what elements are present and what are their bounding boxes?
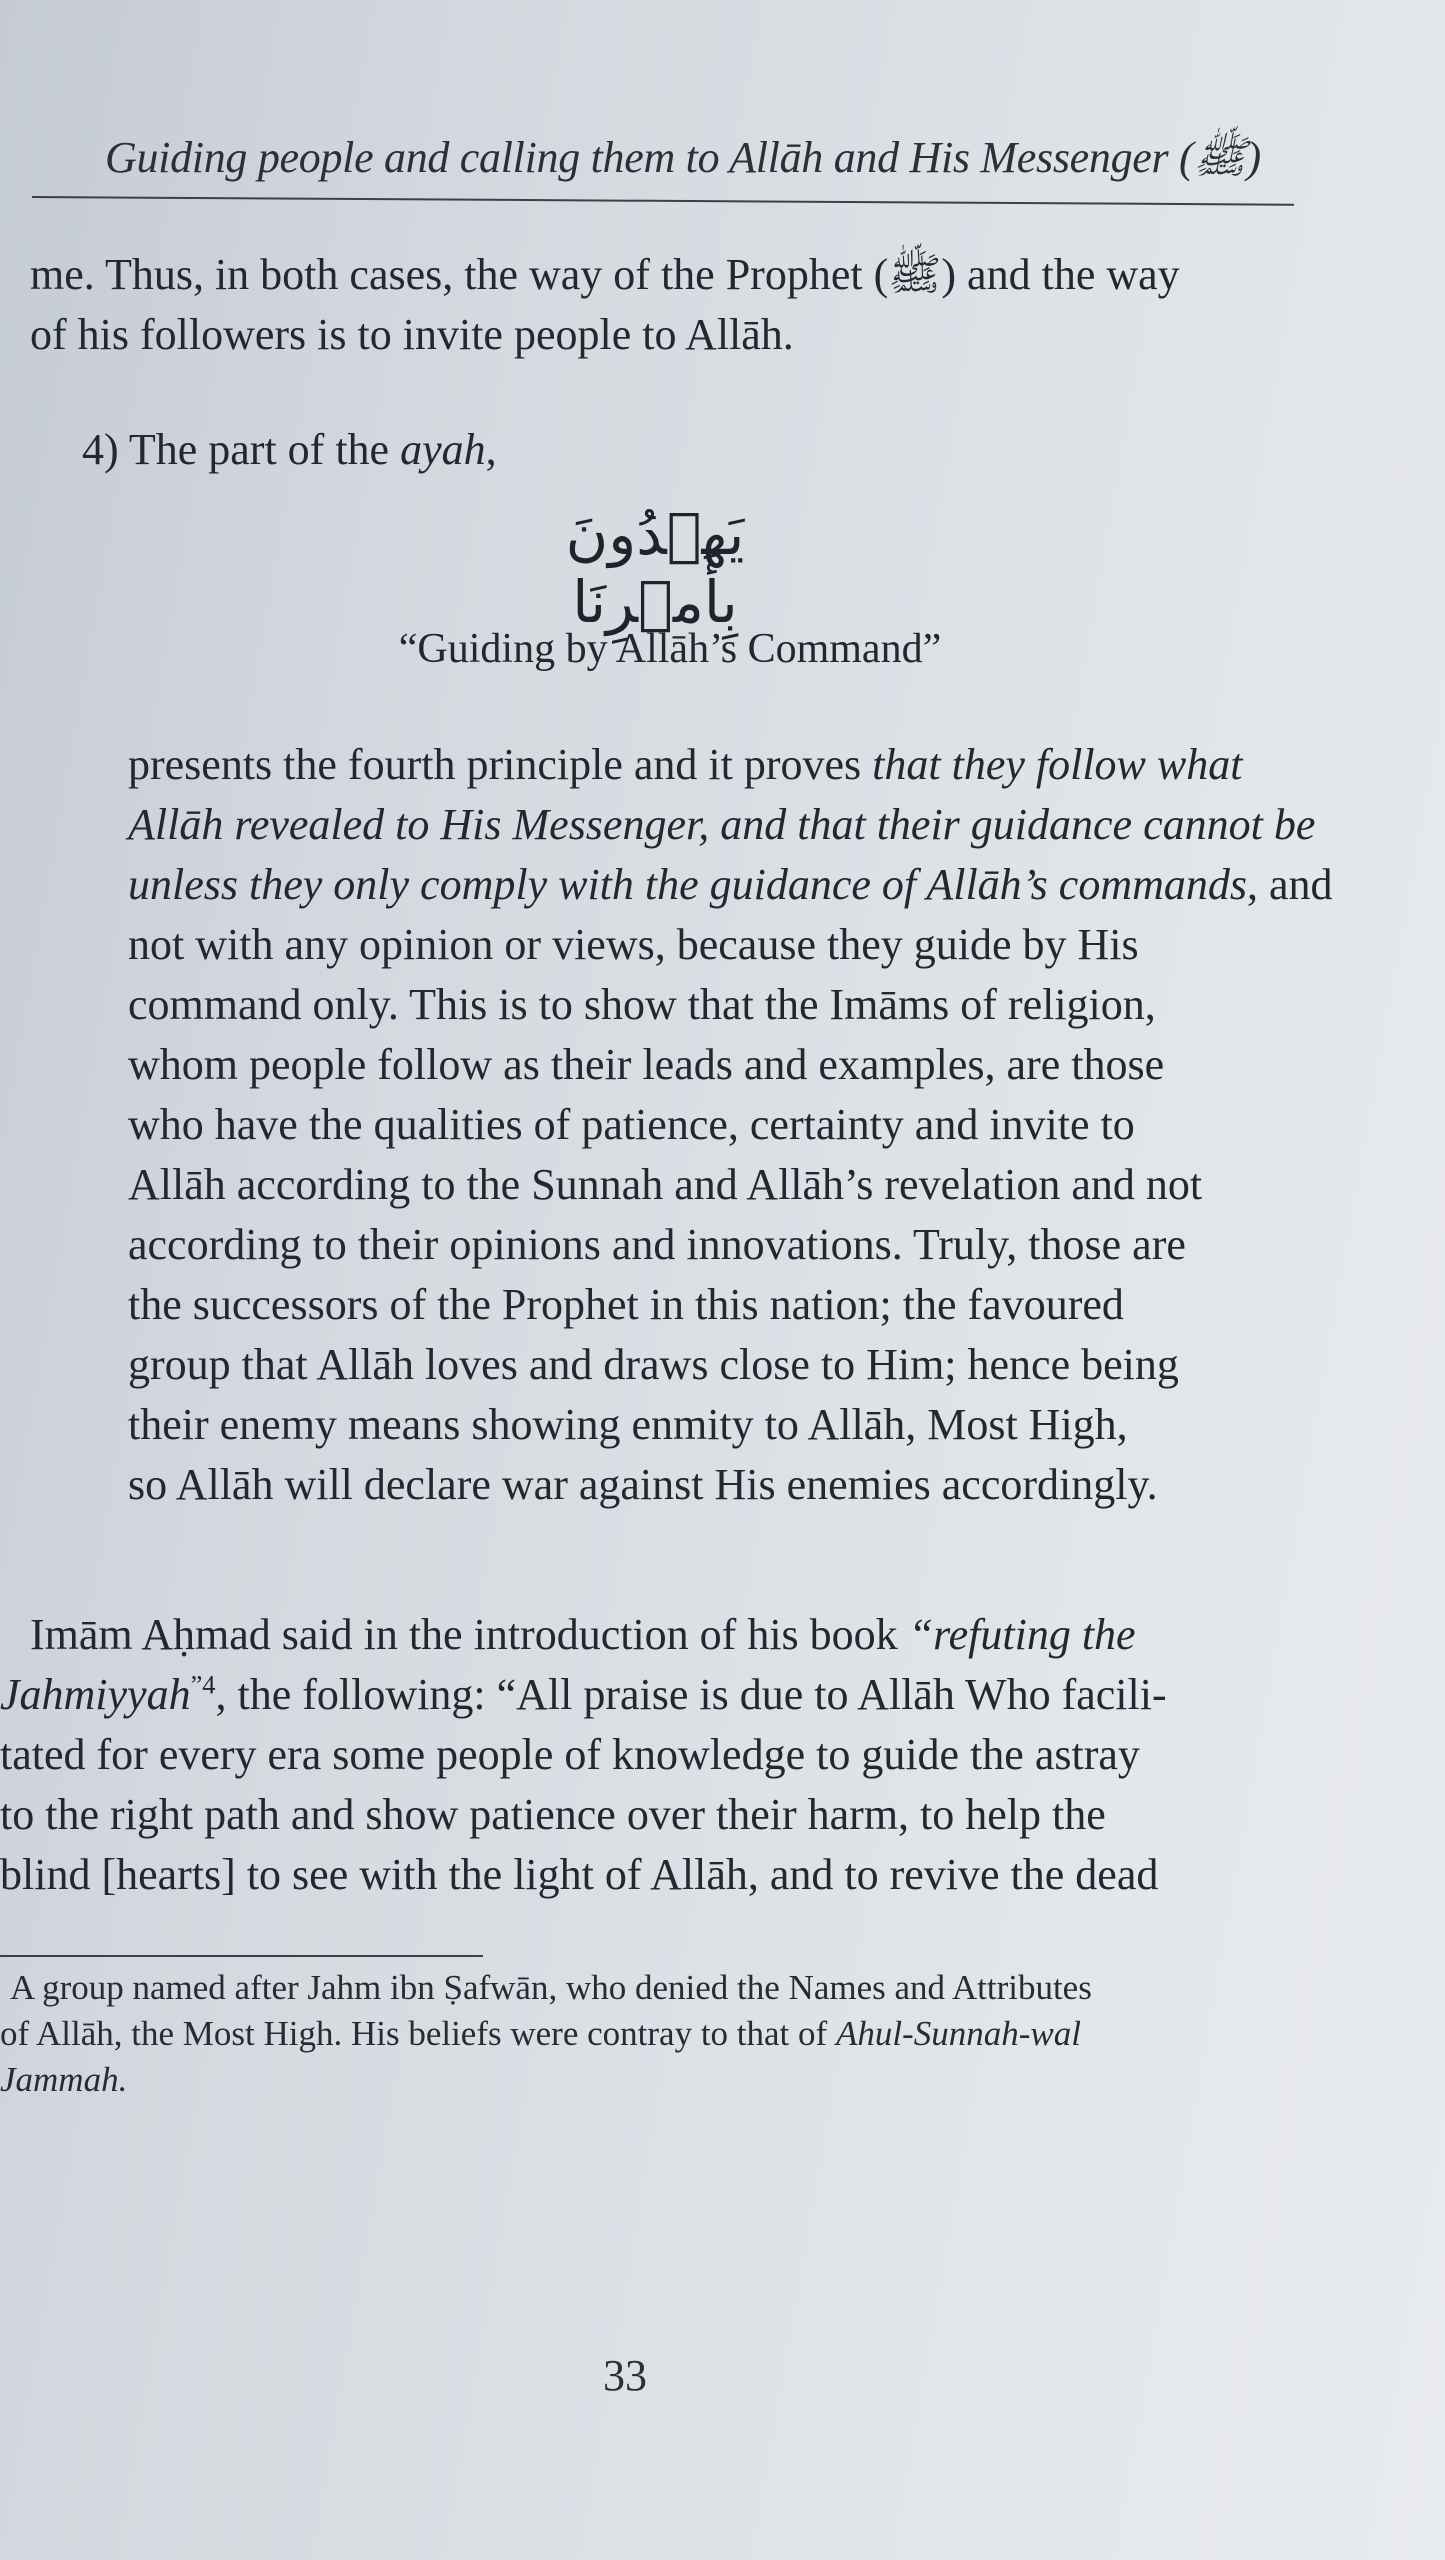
intro-text bbox=[30, 245, 1180, 365]
point-4-lead-end: , bbox=[485, 425, 497, 474]
paragraph-line: to the right path and show patience over their harm, to help the bbox=[0, 1790, 1106, 1839]
paragraph-line: group that Allāh loves and draws close to Him; hence being bbox=[128, 1340, 1179, 1389]
intro-line-2: of his followers is to invite people to Allāh. bbox=[30, 310, 794, 359]
footnote-line: A group named after Jahm ibn Ṣafwān, who denied the Names and Attributes bbox=[10, 1968, 1092, 2007]
point-4-lead-italic: ayah bbox=[400, 425, 486, 474]
footnote-line: of Allāh, the Most High. His beliefs were contray to that of Ahul-Sunnah-wal bbox=[0, 2014, 1081, 2053]
footnote-rule bbox=[0, 1955, 483, 1957]
header-rule bbox=[32, 196, 1294, 206]
arabic-verse: يَهۡدُونَ بِأَمۡرِنَا bbox=[565, 500, 745, 636]
paragraph-line: not with any opinion or views, because they guide by His bbox=[128, 920, 1139, 969]
imam-ahmad-paragraph bbox=[0, 1605, 1167, 1905]
verse-translation: “Guiding by Allāh’s Command” bbox=[398, 626, 942, 672]
intro-line-1: me. Thus, in both cases, the way of the Prophet (ﷺ) and the way bbox=[30, 250, 1180, 299]
paragraph-line: Imām Aḥmad said in the introduction of his book “refuting the bbox=[30, 1610, 1136, 1659]
running-header: Guiding people and calling them to Allāh and His Messenger (ﷺ) bbox=[105, 133, 1261, 182]
paragraph-line: blind [hearts] to see with the light of Allāh, and to revive the dead bbox=[0, 1850, 1159, 1899]
footnote-line: Jammah. bbox=[0, 2060, 128, 2099]
paragraph-line: the successors of the Prophet in this nation; the favoured bbox=[128, 1280, 1124, 1329]
paragraph-line: tated for every era some people of knowledge to guide the astray bbox=[0, 1730, 1140, 1779]
principle-paragraph bbox=[128, 735, 1333, 1515]
paragraph-line: unless they only comply with the guidance of Allāh’s commands, and bbox=[128, 860, 1333, 909]
point-4-lead-text: 4) The part of the bbox=[82, 425, 401, 474]
footnote bbox=[0, 1965, 1092, 2103]
paragraph-line: their enemy means showing enmity to Allāh, Most High, bbox=[128, 1400, 1128, 1449]
footnote-marker: ”4 bbox=[190, 1669, 216, 1700]
paragraph-line: whom people follow as their leads and examples, are those bbox=[128, 1040, 1165, 1089]
paragraph-line: according to their opinions and innovations. Truly, those are bbox=[128, 1220, 1186, 1269]
paragraph-line: presents the fourth principle and it proves that they follow what bbox=[128, 740, 1243, 789]
paragraph-line: Allāh revealed to His Messenger, and that their guidance cannot be bbox=[128, 800, 1316, 849]
paragraph-line: who have the qualities of patience, certainty and invite to bbox=[128, 1100, 1135, 1149]
paragraph-line: command only. This is to show that the Imāms of religion, bbox=[128, 980, 1156, 1029]
paragraph-line: so Allāh will declare war against His enemies accordingly. bbox=[128, 1460, 1158, 1509]
paragraph-line: Jahmiyyah$^{”4}$, the following: “All praise is due to Allāh Who facili- bbox=[0, 1669, 1167, 1719]
paragraph-line: Allāh according to the Sunnah and Allāh’s revelation and not bbox=[128, 1160, 1203, 1209]
point-4-lead bbox=[82, 420, 497, 480]
page-number: 33 bbox=[603, 2351, 647, 2400]
